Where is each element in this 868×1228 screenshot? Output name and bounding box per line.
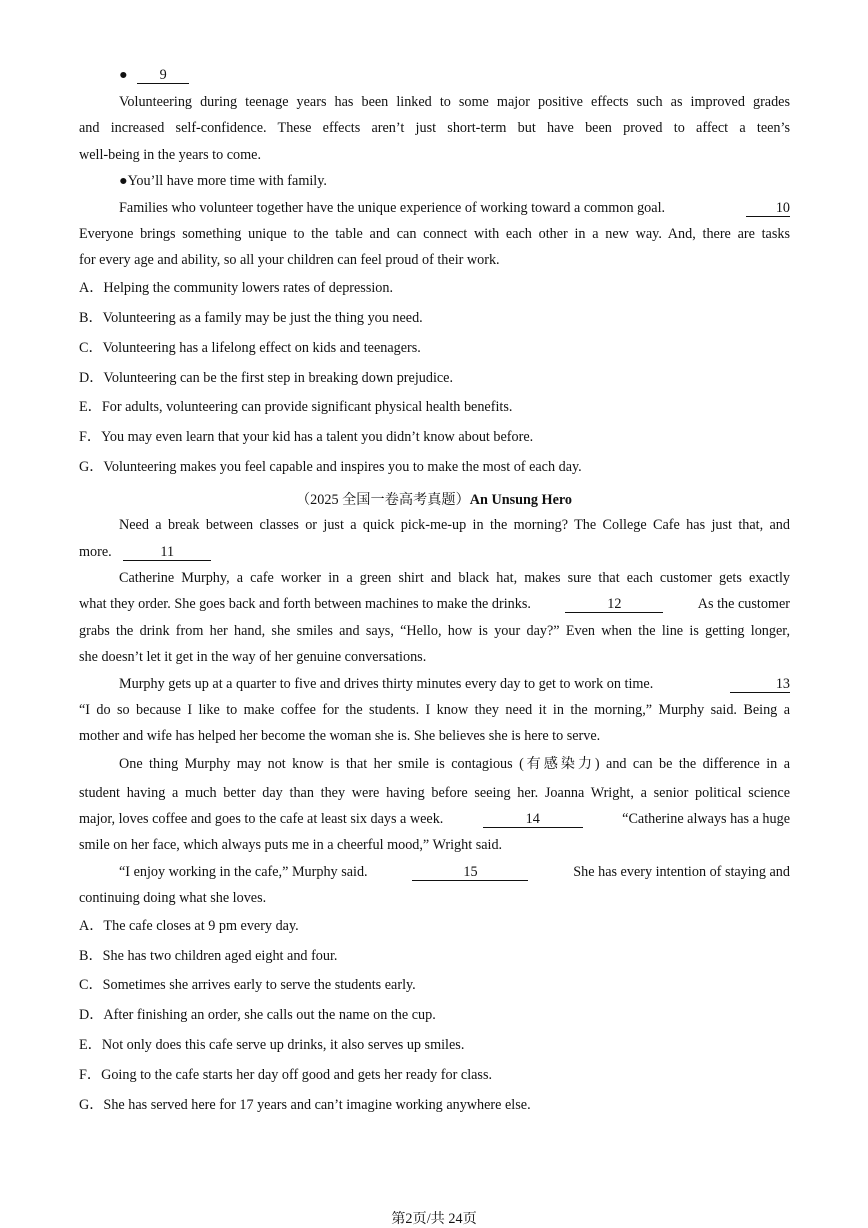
- paragraph-line: [79, 597, 790, 613]
- paragraph-line: Everyone brings something unique to the table and can connect with each other in a new way. And, there are tasks: [79, 226, 790, 242]
- answer-blank-12: 12: [565, 597, 663, 613]
- paragraph-line: Catherine Murphy, a cafe worker in a green shirt and black hat, makes sure that each customer gets exactly: [119, 570, 790, 586]
- answer-blank-11: 11: [123, 545, 211, 561]
- paragraph-text: what they order. She goes back and forth between machines to make the drinks.: [79, 596, 531, 612]
- title-text: An Unsung Hero: [469, 492, 573, 508]
- answer-blank-10: 10: [746, 201, 790, 217]
- paragraph-text: Families who volunteer together have the unique experience of working toward a common goal.: [119, 200, 666, 216]
- answer-blank-9: 9: [137, 68, 189, 84]
- paragraph-line: Volunteering during teenage years has been linked to some major positive effects such as improved grades: [119, 94, 790, 110]
- paragraph-line: mother and wife has helped her become the woman she is. She believes she is here to serve.: [79, 728, 601, 744]
- paragraph-text: Murphy gets up at a quarter to five and drives thirty minutes every day to get to work on time.: [119, 676, 654, 692]
- answer-blank-15: 15: [412, 865, 528, 881]
- paragraph-line: for every age and ability, so all your children can feel proud of their work.: [79, 252, 500, 268]
- paragraph-line: and increased self-confidence. These effects aren’t just short-term but have been proved to affect a teen’s: [79, 120, 790, 136]
- paragraph-line: One thing Murphy may not know is that her smile is contagious (有感染力) and can be the difference in a: [119, 756, 790, 772]
- paragraph-line: “I do so because I like to make coffee for the students. I know they need it in the morning,” Murphy said. Being a: [79, 702, 790, 718]
- section-heading: ●You’ll have more time with family.: [119, 173, 327, 189]
- paragraph-text: major, loves coffee and goes to the cafe at least six days a week.: [79, 811, 444, 827]
- title-source: （2025 全国一卷高考真题）: [295, 492, 470, 508]
- answer-blank-13: 13: [730, 677, 790, 693]
- paragraph-line: [79, 812, 790, 828]
- option-f: F．You may even learn that your kid has a talent you didn’t know about before.: [79, 429, 534, 445]
- option-g: G．Volunteering makes you feel capable and inspires you to make the most of each day.: [79, 459, 582, 475]
- paragraph-text: “Catherine always has a huge: [622, 811, 790, 827]
- paragraph-line: smile on her face, which always puts me in a cheerful mood,” Wright said.: [79, 837, 503, 853]
- paragraph-line: [79, 545, 790, 561]
- paragraph-line: [119, 865, 790, 881]
- paragraph-text: She has every intention of staying and: [573, 864, 790, 880]
- option-b: B．She has two children aged eight and four.: [79, 948, 338, 964]
- option-c: C．Volunteering has a lifelong effect on kids and teenagers.: [79, 340, 421, 356]
- bullet: ●: [119, 67, 128, 83]
- paragraph-text: As the customer: [697, 596, 790, 612]
- option-f: F．Going to the cafe starts her day off good and gets her ready for class.: [79, 1067, 493, 1083]
- option-d: D．Volunteering can be the first step in breaking down prejudice.: [79, 370, 454, 386]
- blank9-line: [119, 68, 830, 84]
- page-number: 第2页/共 24页: [391, 1211, 477, 1227]
- option-e: E．For adults, volunteering can provide significant physical health benefits.: [79, 399, 513, 415]
- paragraph-text: “I enjoy working in the cafe,” Murphy said.: [119, 864, 368, 880]
- paragraph-line: student having a much better day than they were having before seeing her. Joanna Wright, a senior political science: [79, 785, 790, 801]
- paragraph-text: more.: [79, 544, 112, 560]
- paragraph-line: continuing doing what she loves.: [79, 890, 267, 906]
- option-g: G．She has served here for 17 years and can’t imagine working anywhere else.: [79, 1097, 531, 1113]
- option-d: D．After finishing an order, she calls out the name on the cup.: [79, 1007, 436, 1023]
- option-b: B．Volunteering as a family may be just the thing you need.: [79, 310, 423, 326]
- paragraph-line: well-being in the years to come.: [79, 147, 262, 163]
- paragraph-line: [119, 201, 790, 217]
- option-c: C．Sometimes she arrives early to serve the students early.: [79, 977, 416, 993]
- passage-title: [0, 489, 868, 509]
- option-a: A．The cafe closes at 9 pm every day.: [79, 918, 299, 934]
- paragraph-line: she doesn’t let it get in the way of her genuine conversations.: [79, 649, 427, 665]
- paragraph-line: Need a break between classes or just a quick pick-me-up in the morning? The College Cafe has just that, and: [119, 517, 790, 533]
- paragraph-line: [119, 677, 790, 693]
- option-a: A．Helping the community lowers rates of depression.: [79, 280, 394, 296]
- answer-blank-14: 14: [483, 812, 583, 828]
- option-e: E．Not only does this cafe serve up drinks, it also serves up smiles.: [79, 1037, 465, 1053]
- paragraph-line: grabs the drink from her hand, she smiles and says, “Hello, how is your day?” Even when the line is getting longer,: [79, 623, 790, 639]
